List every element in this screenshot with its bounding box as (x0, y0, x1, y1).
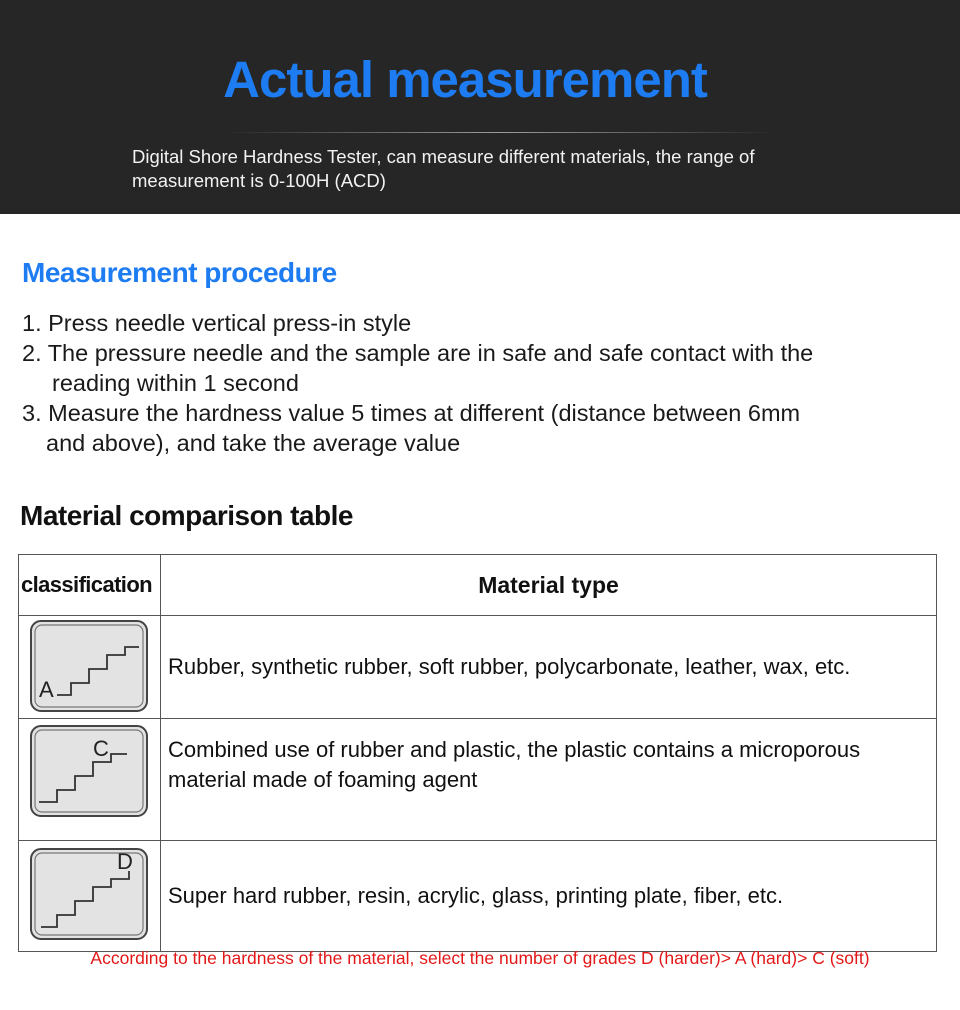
grade-letter: D (117, 849, 133, 874)
procedure-heading: Measurement procedure (22, 257, 337, 288)
banner-divider (225, 132, 775, 133)
grade-letter: C (93, 736, 109, 761)
table-header-row (19, 555, 937, 616)
column-header-classification: classification (19, 555, 161, 616)
hardness-scale-a-icon (29, 619, 149, 713)
grade-letter: A (39, 677, 54, 702)
classification-cell (19, 841, 161, 952)
table-row (19, 616, 937, 719)
procedure-step-continuation: reading within 1 second (52, 370, 299, 396)
comparison-table-heading: Material comparison table (20, 500, 353, 531)
material-type-cell: Rubber, synthetic rubber, soft rubber, polycarbonate, leather, wax, etc. (161, 616, 937, 719)
material-type-cell: Super hard rubber, resin, acrylic, glass, printing plate, fiber, etc. (161, 841, 937, 952)
column-header-material-type: Material type (161, 555, 937, 616)
procedure-step (22, 308, 942, 338)
material-type-cell: Combined use of rubber and plastic, the plastic contains a microporous material made of foaming agent (161, 719, 937, 841)
classification-cell (19, 719, 161, 841)
material-comparison-table (18, 554, 937, 952)
header-banner (0, 0, 960, 214)
procedure-step-text: 2. The pressure needle and the sample are in safe and safe contact with the (22, 340, 814, 366)
procedure-step-continuation: and above), and take the average value (46, 430, 461, 456)
procedure-step-text: 3. Measure the hardness value 5 times at different (distance between 6mm (22, 400, 801, 426)
hardness-scale-c-icon (29, 724, 149, 818)
table-row (19, 841, 937, 952)
procedure-step-text: 1. Press needle vertical press-in style (22, 310, 412, 336)
procedure-steps (22, 308, 942, 458)
banner-description: Digital Shore Hardness Tester, can measure different materials, the range of measurement is 0-100H (ACD) (132, 146, 755, 191)
hardness-grade-note: According to the hardness of the material, select the number of grades D (harder)> A (hard)> C (soft) (90, 948, 870, 968)
table-row (19, 719, 937, 841)
classification-cell (19, 616, 161, 719)
banner-title: Actual measurement (223, 51, 707, 108)
hardness-scale-d-icon (29, 847, 149, 941)
procedure-step (22, 398, 942, 458)
procedure-step (22, 338, 942, 398)
